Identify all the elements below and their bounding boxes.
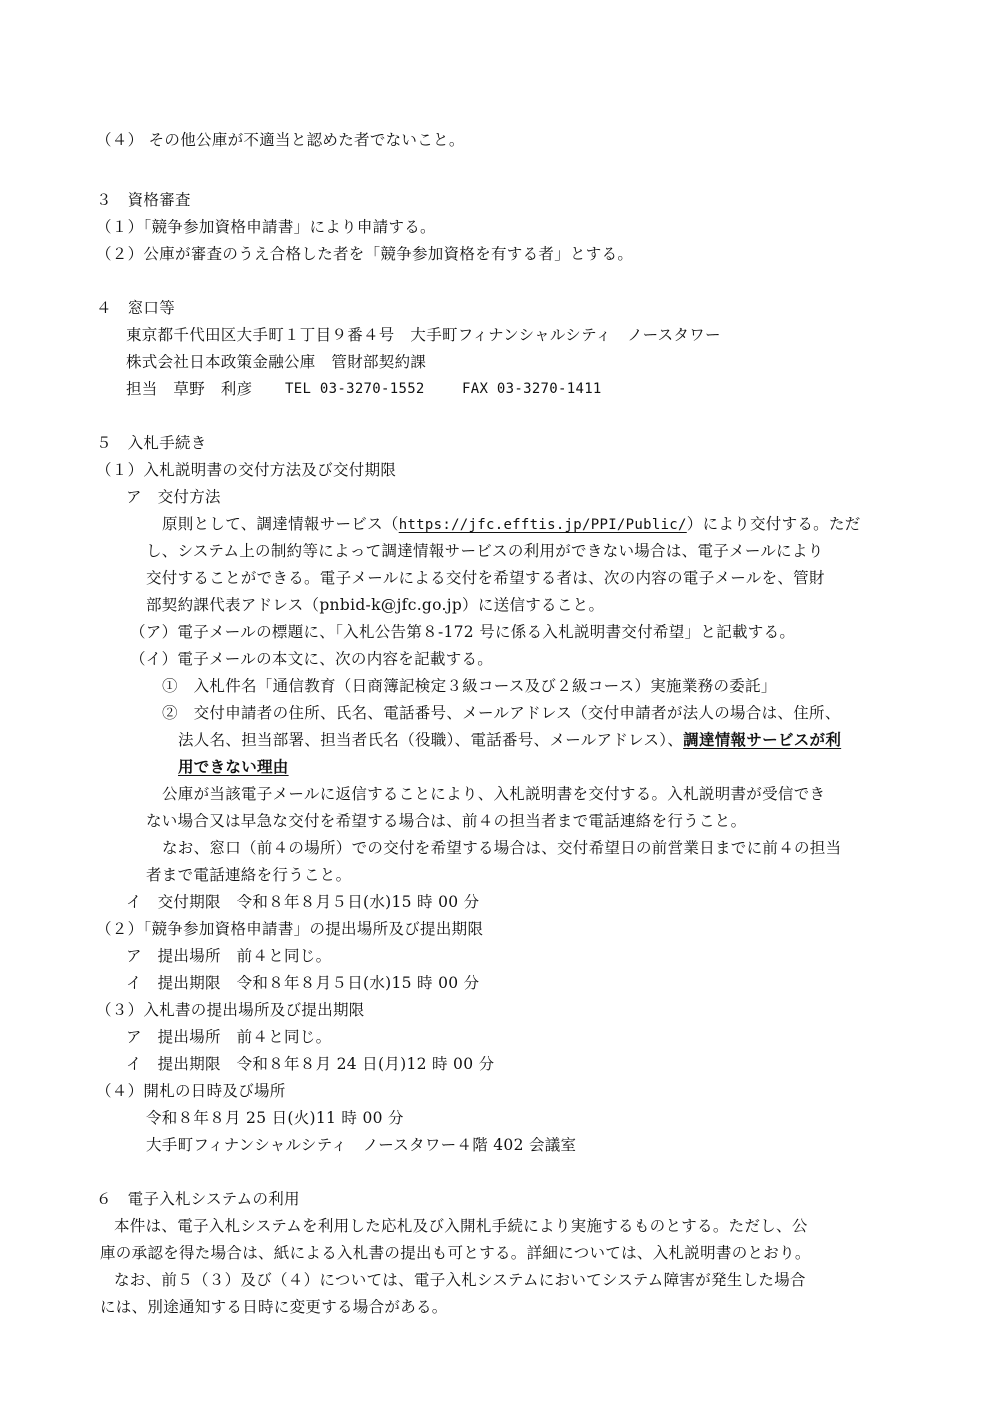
section-5-1-ka-subject: （ア）電子メールの標題に、「入札公告第８-172 号に係る入札説明書交付希望」と記載する。	[130, 623, 796, 641]
section-6-line-2: 庫の承認を得た場合は、紙による入札書の提出も可とする。詳細については、入札説明書のとおり。	[100, 1244, 811, 1262]
section-5-1-ki-body: （イ）電子メールの本文に、次の内容を記載する。	[130, 650, 494, 668]
section-5-1-i-deadline: イ 交付期限 令和８年８月５日(水)15 時 00 分	[126, 893, 480, 911]
section-5-4-title: （４）開札の日時及び場所	[96, 1082, 286, 1100]
a-line-1-pre: 原則として、調達情報サービス（	[162, 515, 399, 533]
section-4-fax: FAX 03-3270-1411	[462, 381, 602, 397]
content-item-2-line-2	[178, 730, 841, 750]
window-line-1: なお、窓口（前４の場所）での交付を希望する場合は、交付希望日の前営業日までに前４の担当	[162, 839, 842, 857]
reply-line-2: ない場合又は早急な交付を希望する場合は、前４の担当者まで電話連絡を行うこと。	[146, 812, 747, 830]
section-6-line-4: には、別途通知する日時に変更する場合がある。	[100, 1298, 448, 1316]
reason-emphasis-1: 調達情報サービスが利	[683, 730, 842, 749]
content-item-2-line-2-text: 法人名、担当部署、担当者氏名（役職）、電話番号、メールアドレス）、	[178, 731, 684, 749]
section-5-3-title: （３）入札書の提出場所及び提出期限	[96, 1001, 365, 1019]
section-5-3-a: ア 提出場所 前４と同じ。	[126, 1028, 332, 1046]
item4-other-ineligible: （４） その他公庫が不適当と認めた者でないこと。	[96, 131, 465, 149]
section-6-line-1: 本件は、電子入札システムを利用した応札及び入開札手続により実施するものとする。ただし、公	[114, 1217, 808, 1235]
section-5-1-a-title: ア 交付方法	[126, 488, 221, 506]
section-3-line-2: （２）公庫が審査のうえ合格した者を「競争参加資格を有する者」とする。	[96, 245, 634, 263]
section-5-2-title: （２）「競争参加資格申請書」の提出場所及び提出期限	[96, 920, 484, 938]
section-5-4-date: 令和８年８月 25 日(火)11 時 00 分	[146, 1109, 404, 1127]
reply-line-1: 公庫が当該電子メールに返信することにより、入札説明書を交付する。入札説明書が受信でき	[162, 785, 826, 803]
section-5-4-place: 大手町フィナンシャルシティ ノースタワー４階 402 会議室	[146, 1136, 577, 1154]
content-item-2-line-3	[178, 757, 289, 777]
section-5-3-i: イ 提出期限 令和８年８月 24 日(月)12 時 00 分	[126, 1055, 495, 1073]
section-5-1-a-line-4: 部契約課代表アドレス（pnbid-k@jfc.go.jp）に送信すること。	[146, 596, 605, 614]
section-4-heading: ４ 窓口等	[96, 299, 176, 317]
section-5-2-a: ア 提出場所 前４と同じ。	[126, 947, 332, 965]
content-item-2-line-1: ② 交付申請者の住所、氏名、電話番号、メールアドレス（交付申請者が法人の場合は、住所、	[162, 704, 841, 722]
section-5-1-a-line-3: 交付することができる。電子メールによる交付を希望する者は、次の内容の電子メールを、管財	[146, 569, 825, 587]
section-4-contact-person: 担当 草野 利彦	[126, 380, 253, 398]
section-5-1-a-line-1	[162, 514, 861, 535]
section-6-line-3: なお、前５（３）及び（４）については、電子入札システムにおいてシステム障害が発生した場合	[114, 1271, 806, 1289]
reason-emphasis-2: 用できない理由	[178, 757, 289, 776]
section-3-heading: ３ 資格審査	[96, 191, 191, 209]
section-5-1-title: （１）入札説明書の交付方法及び交付期限	[96, 461, 397, 479]
section-5-heading: ５ 入札手続き	[96, 434, 207, 452]
window-line-2: 者まで電話連絡を行うこと。	[146, 866, 352, 884]
section-5-1-a-line-2: し、システム上の制約等によって調達情報サービスの利用ができない場合は、電子メールにより	[146, 542, 824, 560]
section-4-tel: TEL 03-3270-1552	[285, 381, 425, 397]
a-line-1-post: ）により交付する。ただ	[686, 515, 861, 533]
section-6-heading: ６ 電子入札システムの利用	[96, 1190, 300, 1208]
section-4-address: 東京都千代田区大手町１丁目９番４号 大手町フィナンシャルシティ ノースタワー	[126, 326, 721, 344]
section-4-organization: 株式会社日本政策金融公庫 管財部契約課	[126, 353, 427, 371]
section-3-line-1: （１）「競争参加資格申請書」により申請する。	[96, 218, 436, 236]
content-item-1: ① 入札件名「通信教育（日商簿記検定３級コース及び２級コース）実施業務の委託」	[162, 677, 777, 695]
section-5-2-i: イ 提出期限 令和８年８月５日(水)15 時 00 分	[126, 974, 480, 992]
procurement-url-link[interactable]: https://jfc.efftis.jp/PPI/Public/	[398, 517, 687, 533]
